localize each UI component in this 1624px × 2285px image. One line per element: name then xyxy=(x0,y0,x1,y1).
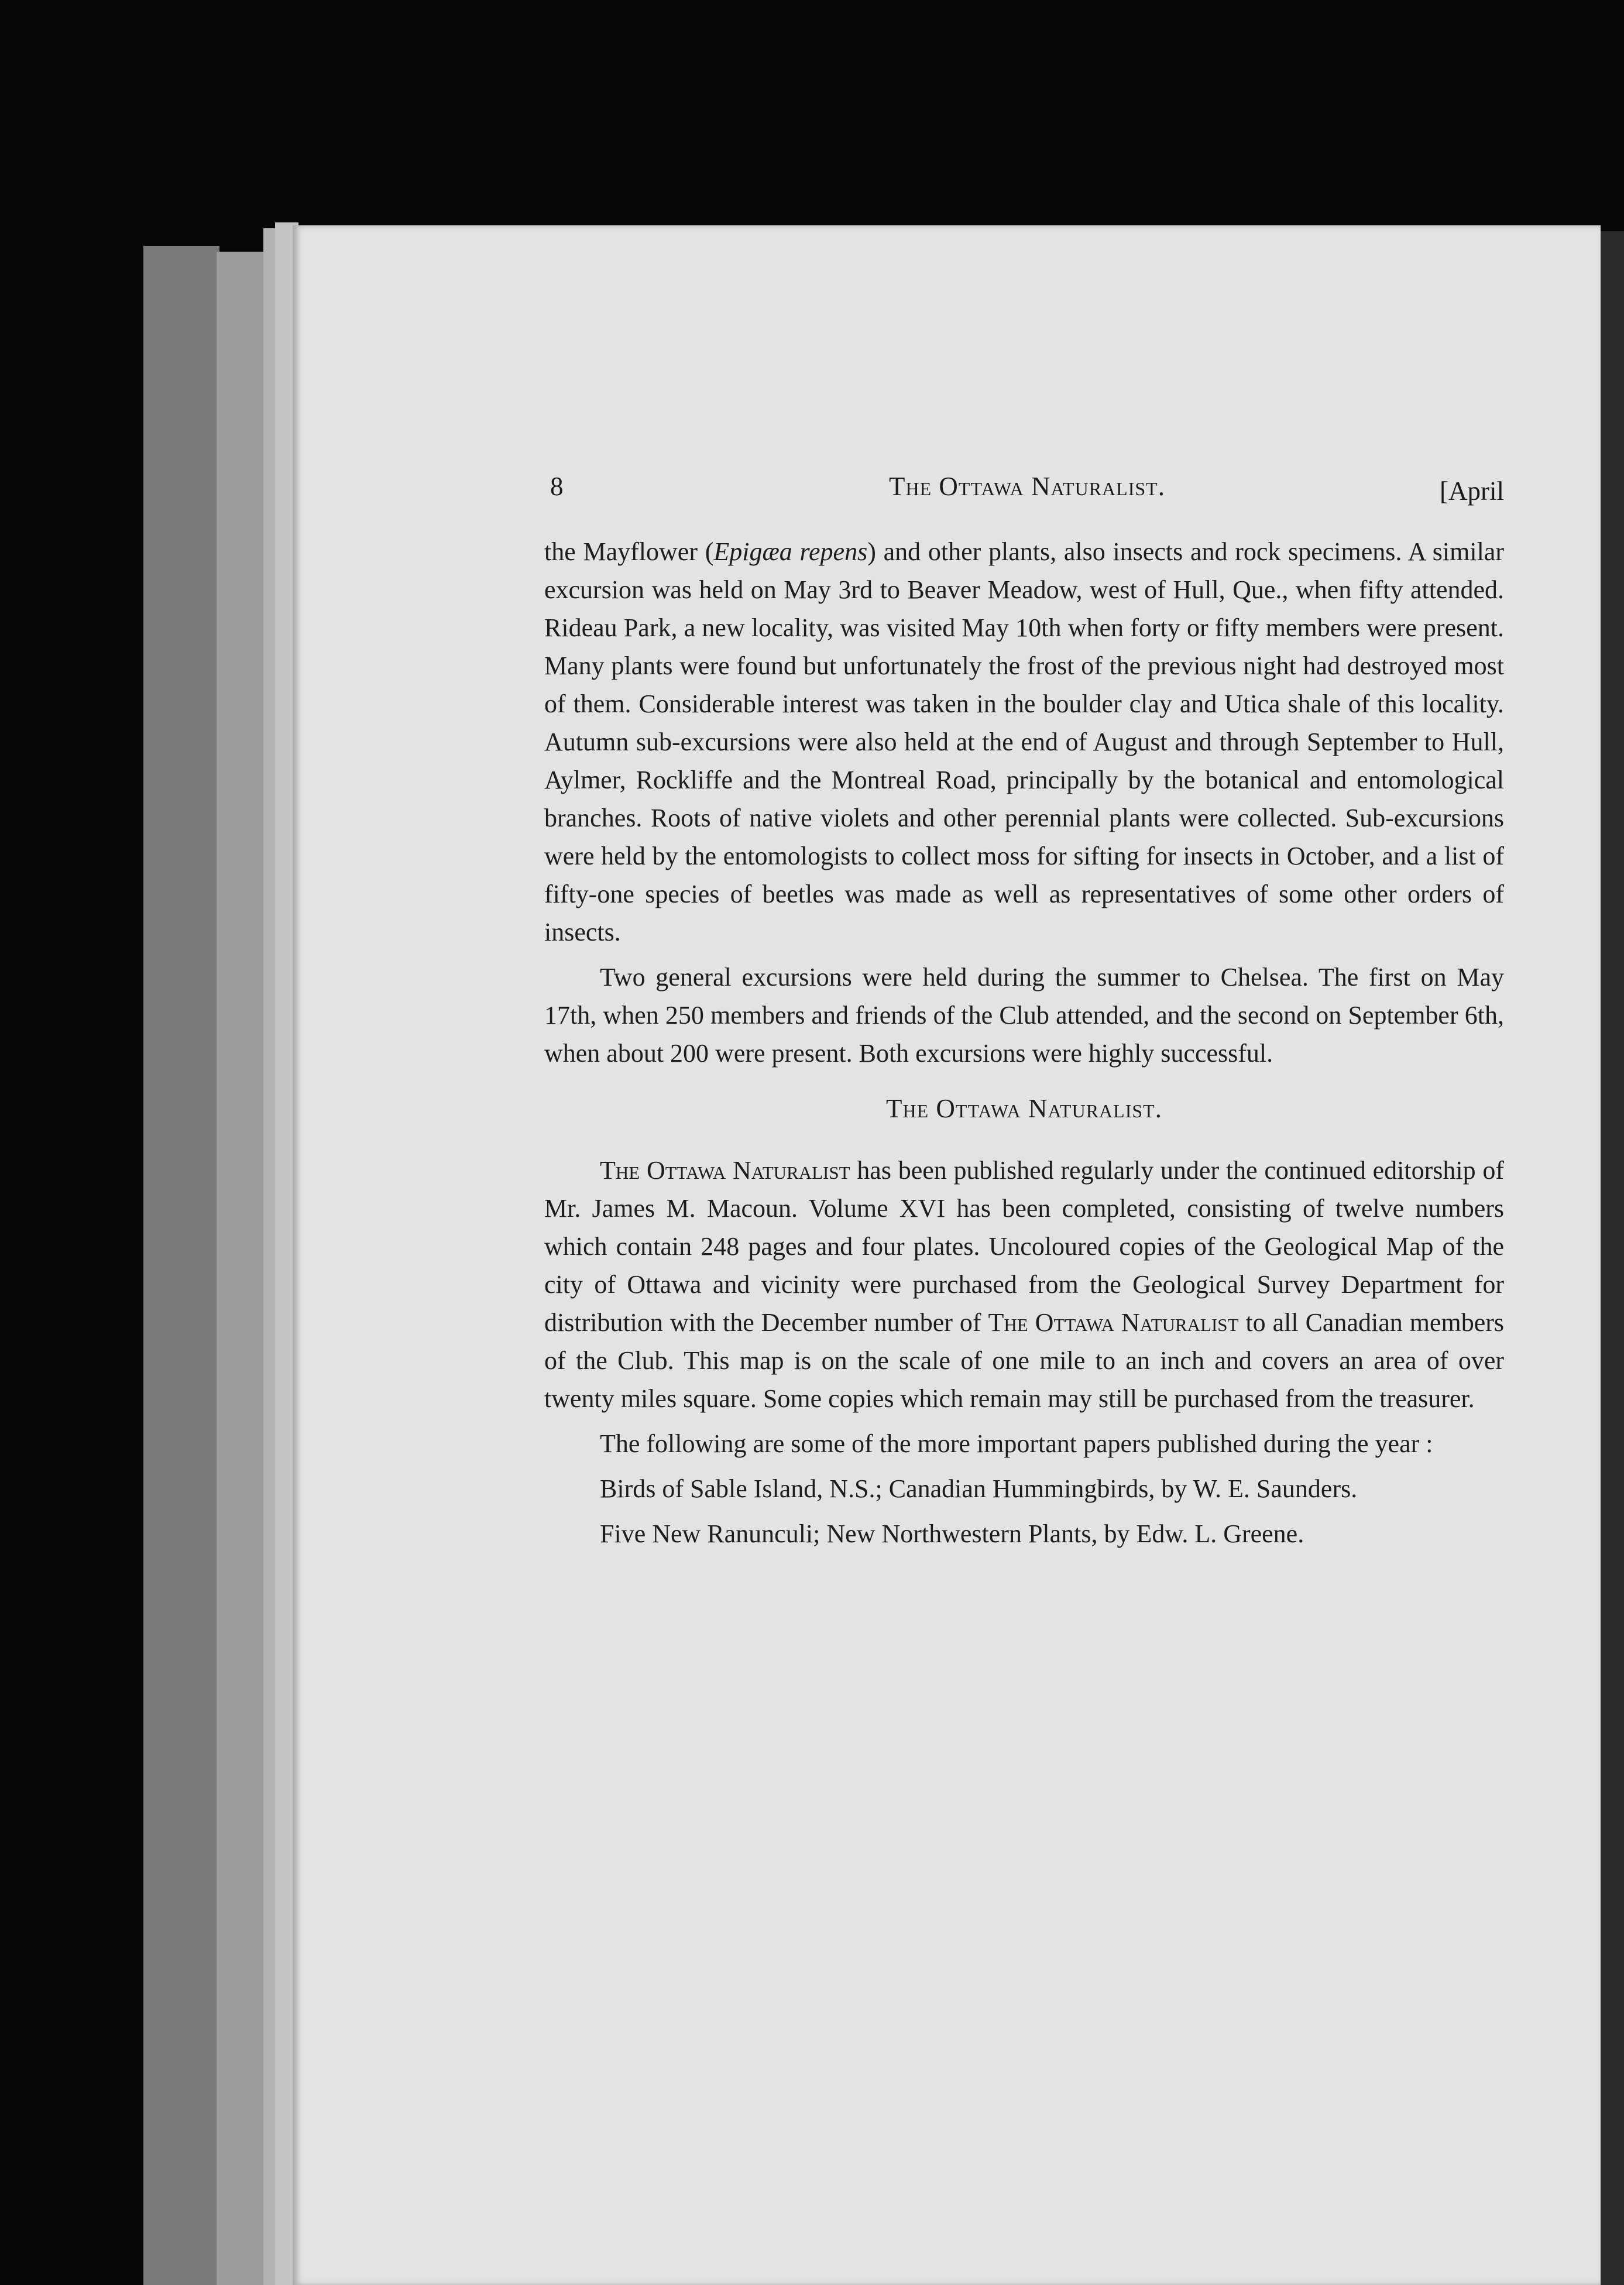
species-name: Epigæa repens xyxy=(713,537,868,566)
paragraph-papers-intro: The following are some of the more important papers published during the year : xyxy=(600,1429,1433,1458)
page-stack-edge xyxy=(217,252,263,2285)
page-number: 8 xyxy=(550,472,564,501)
issue-month: [April xyxy=(1440,476,1504,506)
paper-entry: Five New Ranunculi; New Northwestern Plants, by Edw. L. Greene. xyxy=(600,1519,1304,1548)
paragraph-text: the Mayflower ( xyxy=(544,537,714,566)
paragraph-text: has been published regularly under the continued editorship of Mr. James M. Macoun. Volume XVI has been completed, consisting of twelve numbers which contain 248 pages and four plates. Uncoloured copies of the Geological Map of the city of Ottawa and vicinity were purchased from the Geological Survey Department for distribution with the December number of xyxy=(544,1156,1505,1337)
page-stack-edge xyxy=(143,246,219,2285)
journal-name: The Ottawa Naturalist xyxy=(988,1308,1239,1337)
page-sheet xyxy=(293,225,1601,2285)
paragraph-text: to all Canadian members of the Club. This map is on the scale of one mile to an inch and covers an area of over twenty miles square. Some copies which remain may still be purchased from the treasurer. xyxy=(544,1308,1504,1413)
paragraph-naturalist xyxy=(544,1151,1504,1418)
paper-entry: Birds of Sable Island, N.S.; Canadian Hummingbirds, by W. E. Saunders. xyxy=(600,1474,1358,1503)
paragraph-text: ) and other plants, also insects and rock specimens. A similar excursion was held on May 3rd to Beaver Meadow, west of Hull, Que., when fifty attended. Rideau Park, a new locality, was visited May 10th when forty or fifty members were present. Many plants were found but unfortunately the frost of the previous night had destroyed most of them. Considerable interest was taken in the boulder clay and Utica shale of this locality. Autumn sub-excursions were also held at the end of August and through September to Hull, Aylmer, Rockliffe and the Montreal Road, principally by the botanical and entomological branches. Roots of native violets and other perennial plants were collected. Sub-excursions were held by the entomologists to collect moss for sifting for insects in October, and a list of fifty-one species of beetles was made as well as representatives of some other orders of insects. xyxy=(544,537,1504,946)
section-heading: The Ottawa Naturalist. xyxy=(886,1094,1162,1123)
page-body xyxy=(544,533,1504,1560)
page-header xyxy=(550,471,1504,506)
page-right-edge xyxy=(1601,231,1624,2285)
journal-name: The Ottawa Naturalist xyxy=(600,1156,850,1185)
paragraph-general-excursions: Two general excursions were held during the summer to Chelsea. The first on May 17th, when 250 members and friends of the Club attended, and the second on September 6th, when about 200 were present. Both excursions were highly successful. xyxy=(544,963,1504,1068)
paragraph-excursions xyxy=(544,533,1504,951)
running-title: The Ottawa Naturalist. xyxy=(889,472,1165,501)
